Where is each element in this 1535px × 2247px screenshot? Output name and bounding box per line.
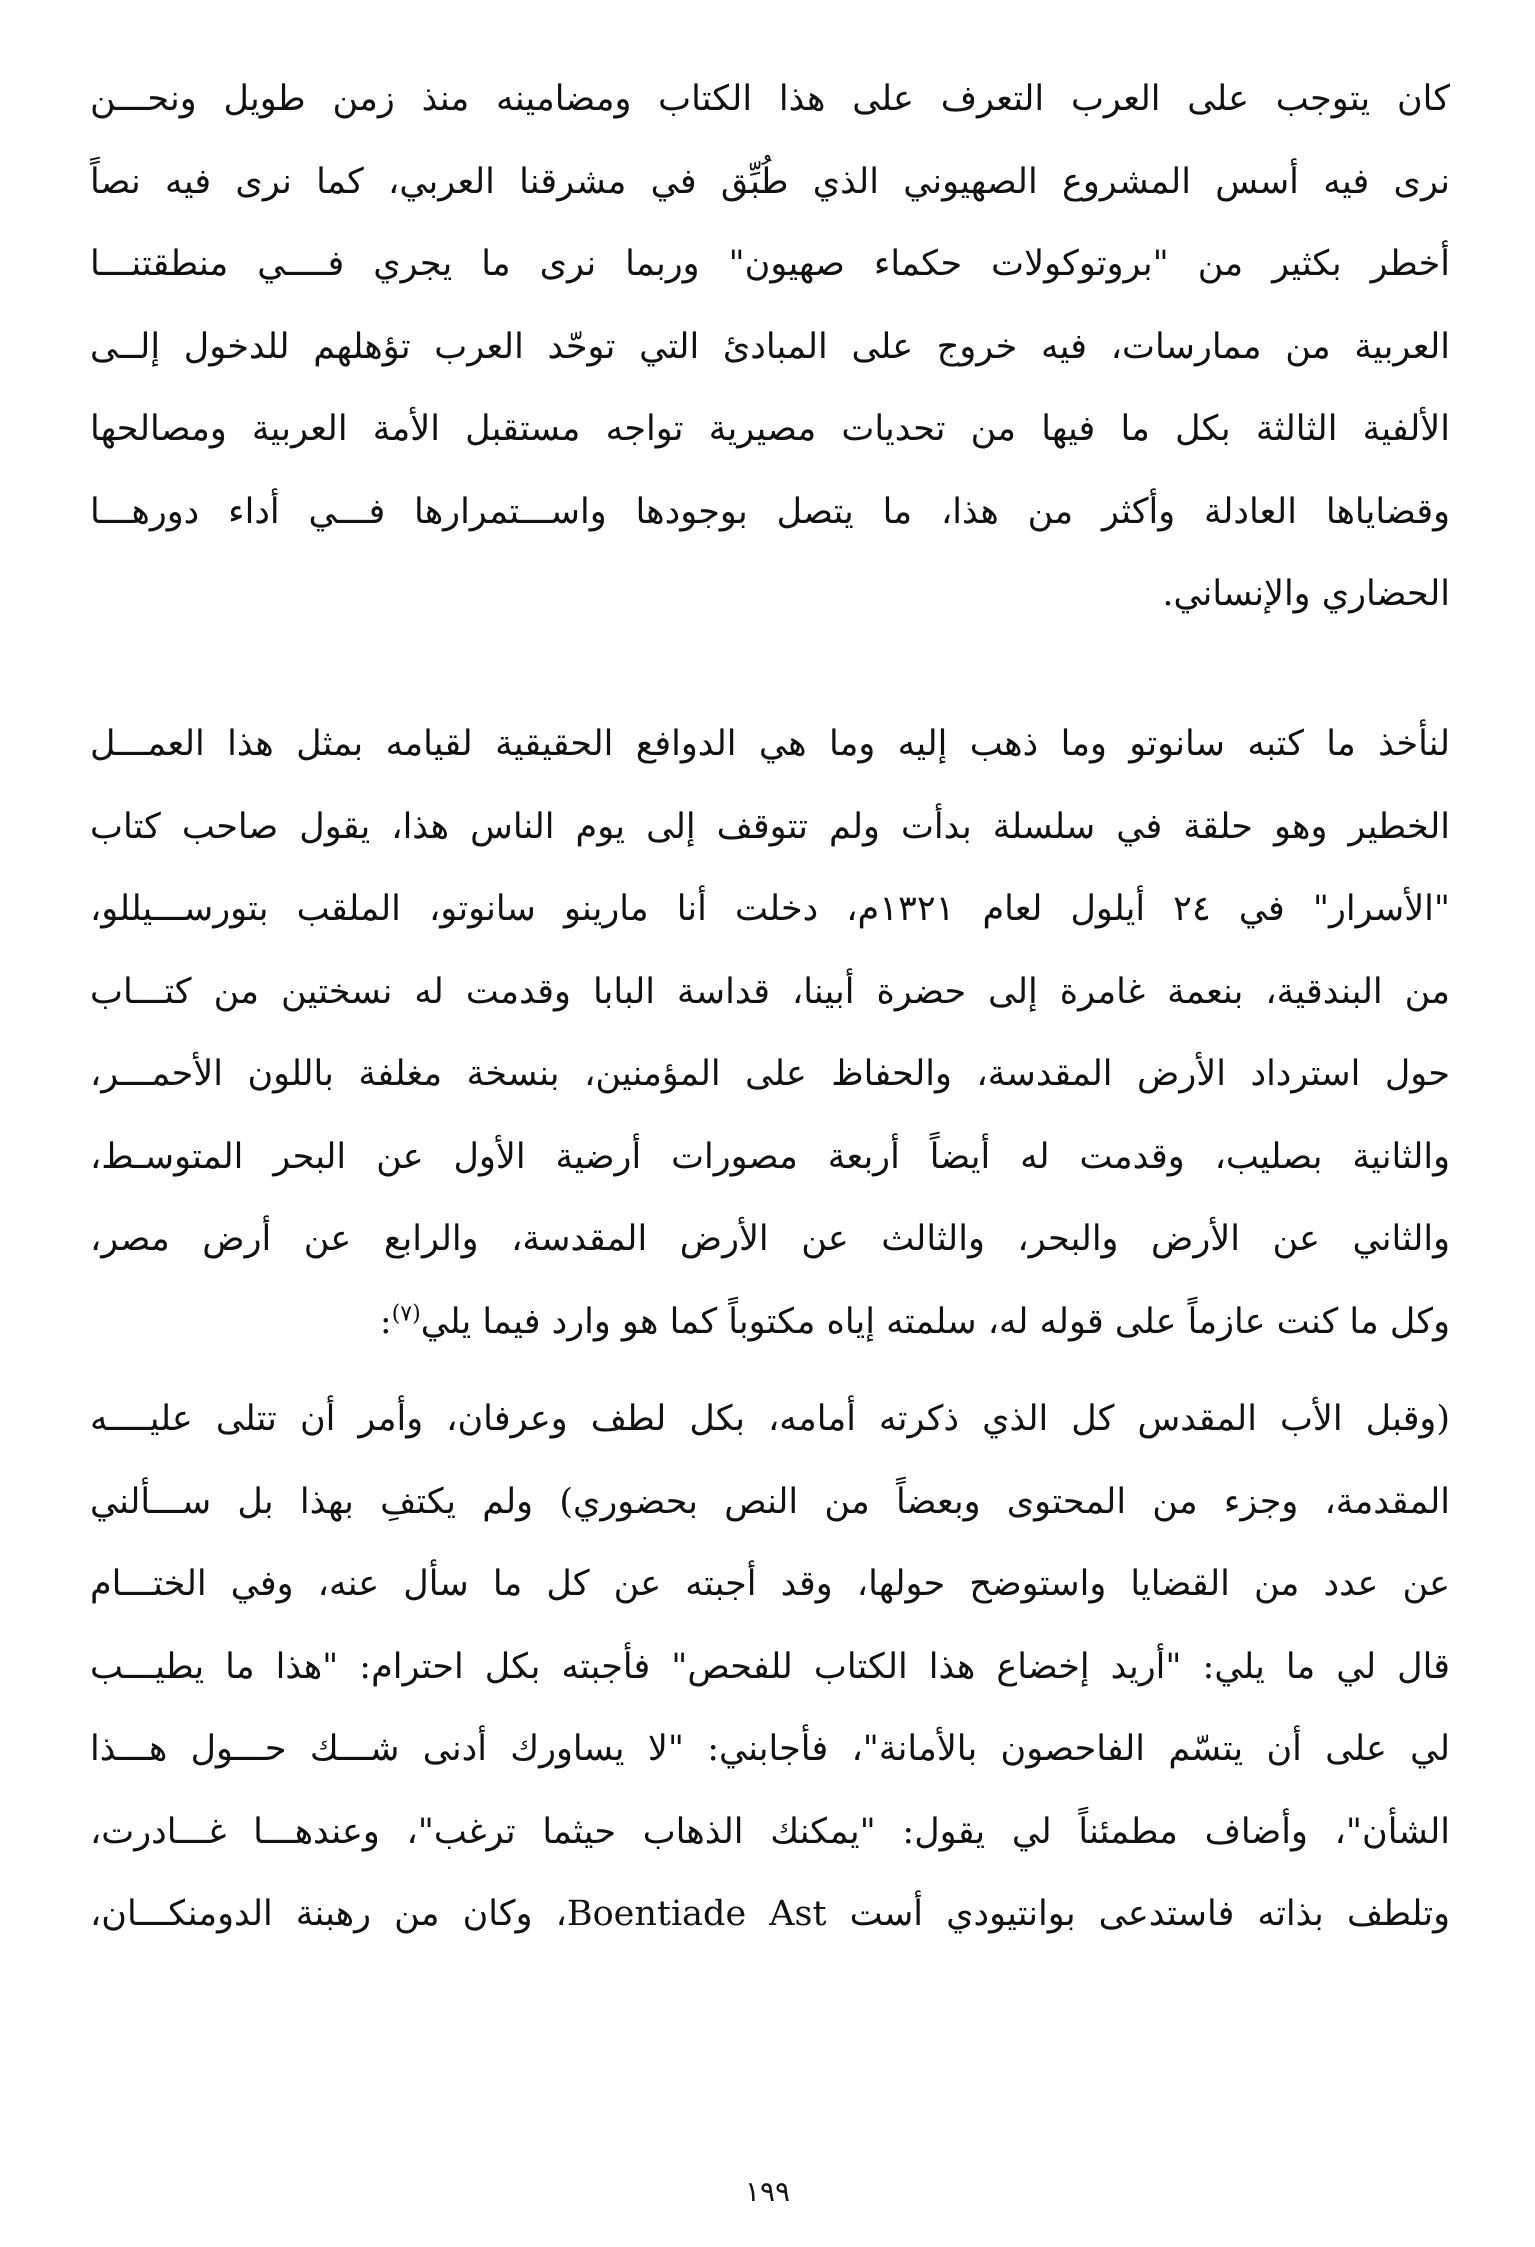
text-line: الحضاري والإنساني. [1162, 574, 1450, 614]
text-line: "الأسرار" في ٢٤ أيلول لعام ١٣٢١م، دخلت أنا مارينو سانوتو، الملقب بتورســـيللو، [90, 889, 1450, 929]
text-line: والثانية بصليب، وقدمت له أيضاً أربعة مصورات أرضية الأول عن البحر المتوسـط، [90, 1136, 1450, 1177]
text-line: الألفية الثالثة بكل ما فيها من تحديات مصيرية تواجه مستقبل الأمة العربية ومصالحها [90, 409, 1450, 449]
text-line: الخطير وهو حلقة في سلسلة بدأت ولم تتوقف إلى يوم الناس هذا، يقول صاحب كتاب [90, 806, 1450, 847]
text-line: وتلطف بذاته فاستدعى بوانتيودي أست Boentiade Ast، وكان من رهبنة الدومنكـــان، [90, 1894, 1450, 1934]
text-line: حول استرداد الأرض المقدسة، والحفاظ على المؤمنين، بنسخة مغلفة باللون الأحمـــر، [90, 1054, 1450, 1094]
text-line: عن عدد من القضايا واستوضح حولها، وقد أجبته عن كل ما سأل عنه، وفي الختـــام [90, 1564, 1450, 1604]
page-number: ١٩٩ [744, 2175, 791, 2208]
text-line: لي على أن يتسّم الفاحصون بالأمانة"، فأجابني: "لا يساورك أدنى شـــك حـــول هـــذا [90, 1729, 1450, 1769]
text-line: نرى فيه أسس المشروع الصهيوني الذي طُبِّق في مشرقنا العربي، كما نرى فيه نصاً [90, 161, 1450, 202]
text-line: وقضاياها العادلة وأكثر من هذا، ما يتصل بوجودها واســـتمرارها فـــي أداء دورهـــا [90, 491, 1450, 532]
text-line: لنأخذ ما كتبه سانوتو وما ذهب إليه وما هي الدوافع الحقيقية لقيامه بمثل هذا العمـــل [90, 724, 1450, 764]
text-line: المقدمة، وجزء من المحتوى وبعضاً من النص بحضوري) ولم يكتفِ بهذا بل ســـألني [90, 1481, 1450, 1522]
text-line-content: وكل ما كنت عازماً على قوله له، سلمته إياه مكتوباً كما هو وارد فيما يلي [420, 1301, 1450, 1342]
text-line: العربية من ممارسات، فيه خروج على المبادئ التي توحّد العرب تؤهلهم للدخول إلــى [90, 326, 1450, 367]
text-line: قال لي ما يلي: "أريد إخضاع هذا الكتاب للفحص" فأجبته بكل احترام: "هذا ما يطيـــب [90, 1646, 1450, 1687]
line-closing-punctuation: : [379, 1301, 392, 1342]
paragraph-1 [90, 58, 1450, 636]
text-line: والثاني عن الأرض والبحر، والثالث عن الأرض المقدسة، والرابع عن أرض مصر، [90, 1219, 1450, 1259]
text-line-with-footnote [90, 1281, 1450, 1364]
text-line: من البندقية، بنعمة غامرة إلى حضرة أبينا، قداسة البابا وقدمت له نسختين من كتـــاب [90, 971, 1450, 1012]
footnote-marker: (٧) [391, 1300, 421, 1326]
text-line: (وقبل الأب المقدس كل الذي ذكرته أمامه، بكل لطف وعرفان، وأمر أن تتلى عليــــه [90, 1399, 1450, 1439]
paragraph-2 [90, 703, 1450, 1363]
text-line: كان يتوجب على العرب التعرف على هذا الكتاب ومضامينه منذ زمن طويل ونحـــن [90, 79, 1450, 119]
text-line: أخطر بكثير من "بروتوكولات حكماء صهيون" وربما نرى ما يجري فــــي منطقتنـــا [90, 244, 1450, 284]
text-line: الشأن"، وأضاف مطمئناً لي يقول: "يمكنك الذهاب حيثما ترغب"، وعندهـــا غـــادرت، [90, 1811, 1450, 1852]
paragraph-3 [90, 1378, 1450, 1956]
